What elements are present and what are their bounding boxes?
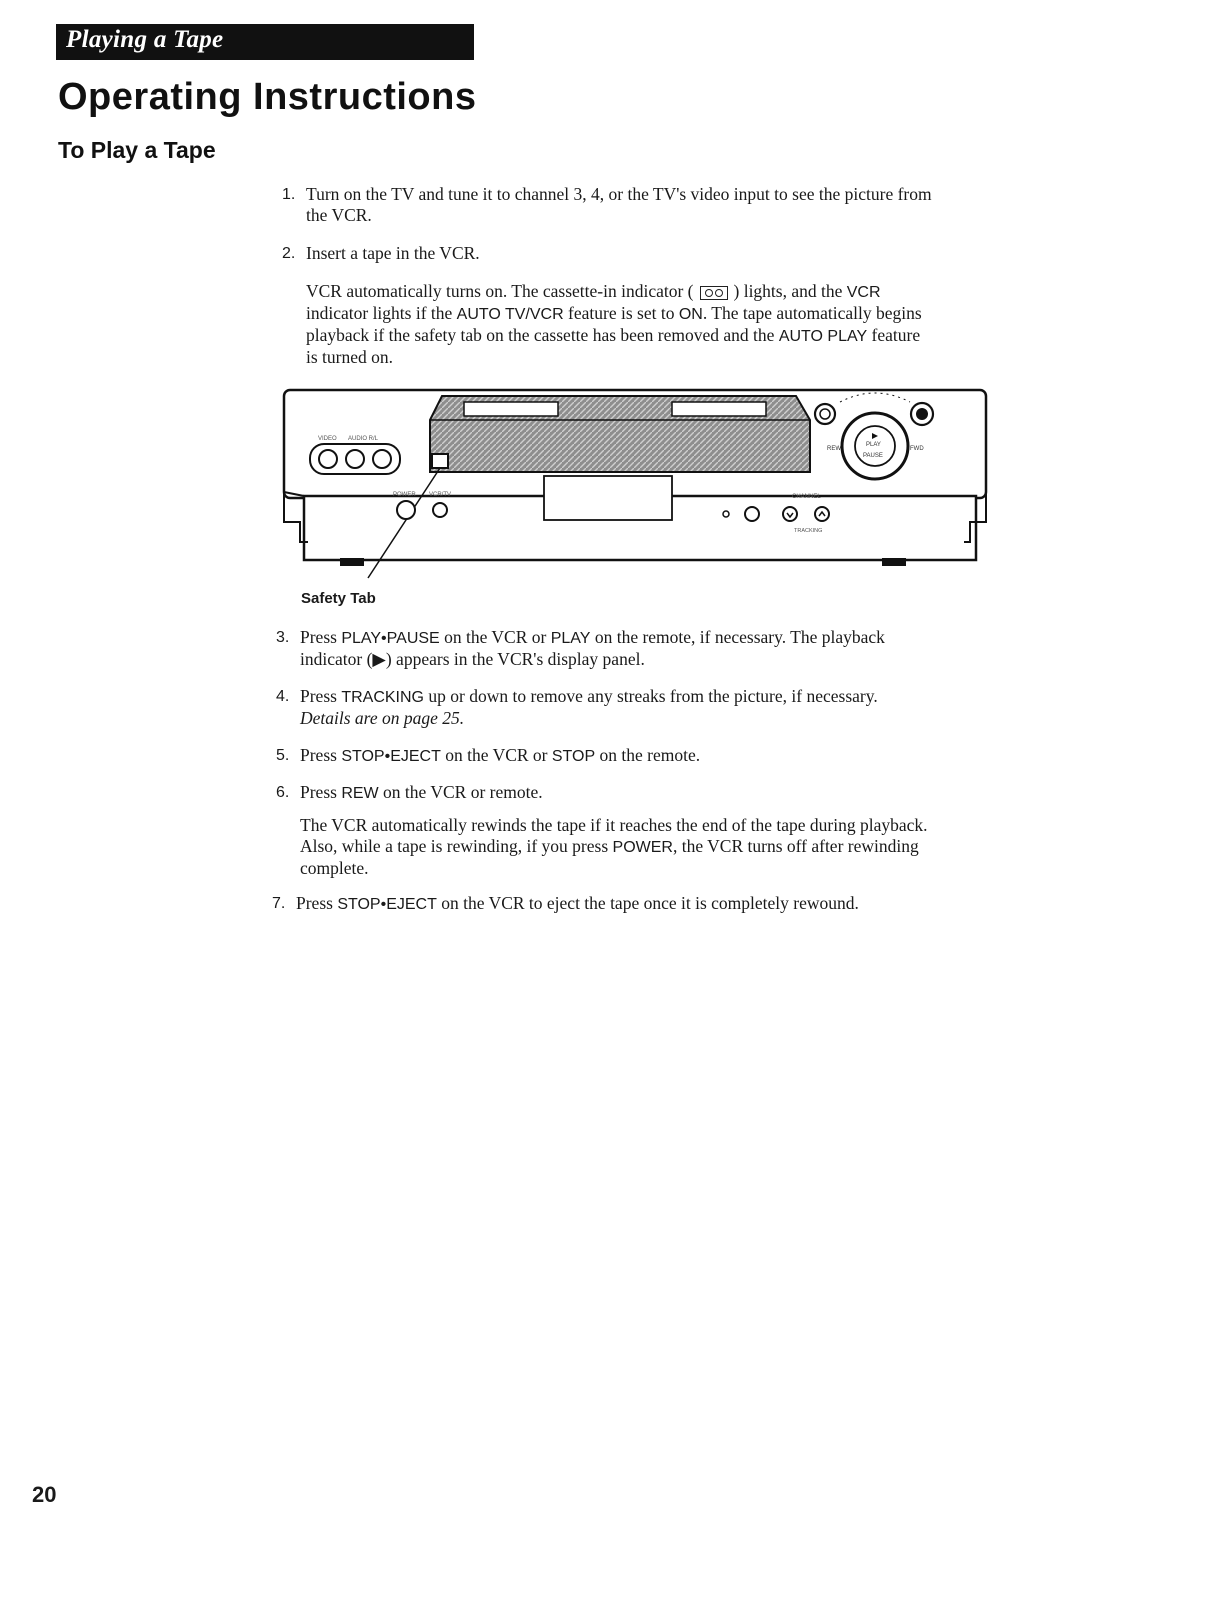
safety-tab-label: Safety Tab bbox=[301, 590, 376, 607]
step-number: 3. bbox=[276, 629, 290, 646]
step-text: Insert a tape in the VCR. bbox=[306, 243, 480, 263]
rew-label: REW bbox=[827, 446, 841, 452]
step-number: 5. bbox=[276, 747, 290, 764]
power-button bbox=[397, 501, 415, 519]
page-reference: Details are on page 25. bbox=[300, 708, 465, 728]
step-6 bbox=[276, 782, 926, 804]
step-3 bbox=[276, 627, 926, 670]
record-button bbox=[745, 507, 759, 521]
step-number: 7. bbox=[272, 895, 286, 912]
page-title: Operating Instructions bbox=[58, 76, 477, 118]
step-text: Press STOP•EJECT on the VCR or STOP on the remote. bbox=[300, 745, 701, 765]
vcr-tv-label: VCR/TV bbox=[429, 492, 452, 498]
small-indicator bbox=[723, 511, 729, 517]
step-number: 2. bbox=[282, 245, 296, 262]
display-window bbox=[544, 476, 672, 520]
power-label: POWER bbox=[393, 492, 416, 498]
step-2 bbox=[282, 243, 932, 264]
fwd-label: FWD bbox=[910, 446, 924, 452]
cassette-in-indicator-icon bbox=[700, 286, 728, 300]
audio-jack-r bbox=[346, 450, 364, 468]
page-number: 20 bbox=[32, 1482, 57, 1507]
rewind-note: The VCR automatically rewinds the tape if it reaches the end of the tape during playback. Also, while a tape is rewinding, if you press POWER, the VCR turns off after rewinding complete. bbox=[300, 815, 928, 878]
tracking-label: TRACKING bbox=[794, 528, 823, 534]
video-label: VIDEO bbox=[318, 436, 337, 442]
section-header-label: Playing a Tape bbox=[66, 26, 224, 53]
step-text: Press PLAY•PAUSE on the VCR or PLAY on the remote, if necessary. The playback indicator (▶) appears in the VCR's display panel. bbox=[300, 627, 885, 669]
safety-tab-marker bbox=[432, 454, 448, 468]
step-text: Press STOP•EJECT on the VCR to eject the tape once it is completely rewound. bbox=[296, 893, 859, 913]
step-text: Turn on the TV and tune it to channel 3, 4, or the TV's video input to see the picture from the VCR. bbox=[306, 184, 932, 225]
step-7 bbox=[272, 893, 937, 915]
channel-label: CHANNEL bbox=[792, 494, 821, 500]
audio-label: AUDIO R/L bbox=[348, 436, 379, 442]
section-header-tab bbox=[56, 24, 474, 60]
step-1 bbox=[282, 184, 932, 226]
pause-label: PAUSE bbox=[863, 453, 883, 459]
vcr-front-panel-illustration bbox=[280, 372, 1000, 592]
step-4 bbox=[276, 686, 926, 729]
channel-down-button bbox=[783, 507, 797, 521]
section-subtitle: To Play a Tape bbox=[58, 137, 216, 163]
step-number: 6. bbox=[276, 784, 290, 801]
step-text: Press REW on the VCR or remote. bbox=[300, 782, 543, 802]
video-jack bbox=[319, 450, 337, 468]
play-label: PLAY bbox=[866, 442, 881, 448]
step-number: 4. bbox=[276, 688, 290, 705]
step-text: Press TRACKING up or down to remove any streaks from the picture, if necessary. Details are on page 25. bbox=[300, 686, 878, 728]
channel-up-button bbox=[815, 507, 829, 521]
insert-tape-note: VCR automatically turns on. The cassette-in indicator ( ) lights, and the VCR indicator lights if the AUTO TV/VCR feature is set to ON. The tape automatically begins playback if the safety tab on the cassette has been removed and the AUTO PLAY feature is turned on. bbox=[306, 281, 922, 367]
audio-jack-l bbox=[373, 450, 391, 468]
step-number: 1. bbox=[282, 186, 296, 203]
step-5 bbox=[276, 745, 926, 767]
vcr-tv-button bbox=[433, 503, 447, 517]
